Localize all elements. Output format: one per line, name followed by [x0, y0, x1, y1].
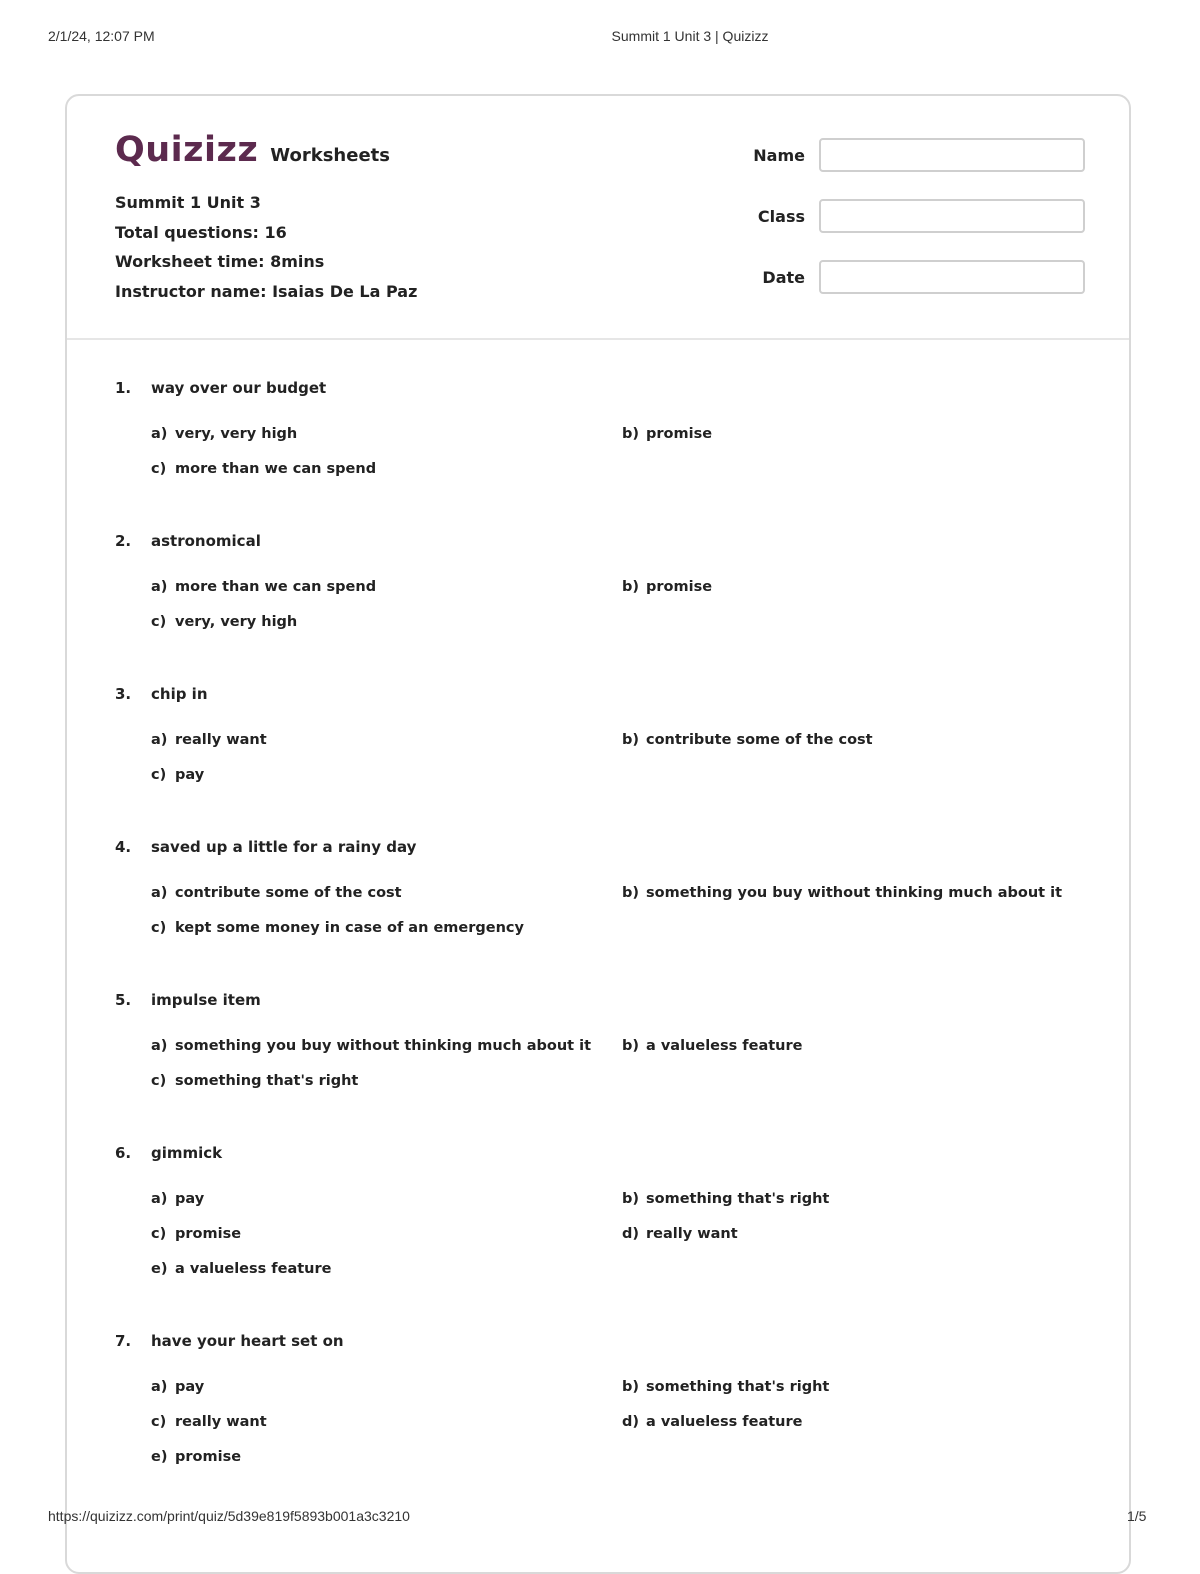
worksheet-title: Summit 1 Unit 3	[115, 193, 261, 212]
option-letter: b)	[622, 732, 640, 748]
option-text: very, very high	[175, 614, 298, 630]
option-letter: b)	[622, 426, 640, 442]
option-text: contribute some of the cost	[646, 732, 873, 748]
option-letter: e)	[151, 1449, 168, 1465]
answer-option	[151, 1414, 267, 1430]
option-letter: d)	[622, 1414, 640, 1430]
question-stem: way over our budget	[151, 379, 327, 397]
worksheet-time: Worksheet time: 8mins	[115, 252, 325, 271]
option-letter: b)	[622, 579, 640, 595]
option-letter: b)	[622, 1379, 640, 1395]
option-text: pay	[175, 1379, 205, 1395]
option-text: promise	[646, 579, 713, 595]
option-text: a valueless feature	[175, 1261, 332, 1277]
option-letter: b)	[622, 1191, 640, 1207]
option-letter: a)	[151, 732, 168, 748]
logo-product-label: Worksheets	[270, 145, 390, 166]
answer-option	[151, 461, 376, 477]
option-letter: a)	[151, 1038, 168, 1054]
option-letter: b)	[622, 885, 640, 901]
answer-option	[151, 1073, 358, 1089]
question-stem: impulse item	[151, 991, 261, 1009]
option-text: something that's right	[646, 1379, 830, 1395]
name-field-row	[727, 138, 1085, 172]
answer-option	[622, 885, 1062, 901]
date-input[interactable]	[819, 260, 1085, 294]
quizizz-logo	[115, 130, 390, 170]
option-letter: c)	[151, 1073, 167, 1089]
print-page-number: 1/5	[1127, 1508, 1147, 1524]
option-letter: a)	[151, 579, 168, 595]
worksheet-meta	[115, 192, 417, 310]
name-label: Name	[753, 145, 805, 165]
option-letter: c)	[151, 1226, 167, 1242]
name-input[interactable]	[819, 138, 1085, 172]
option-text: more than we can spend	[175, 579, 377, 595]
question-stem: astronomical	[151, 532, 261, 550]
option-text: more than we can spend	[175, 461, 377, 477]
logo-wordmark: Quizizz	[115, 130, 259, 170]
answer-option	[622, 1414, 802, 1430]
option-text: something you buy without thinking much about it	[646, 885, 1063, 901]
answer-option	[622, 1191, 829, 1207]
option-letter: a)	[151, 1379, 168, 1395]
date-field-row	[727, 260, 1085, 294]
answer-option	[151, 920, 524, 936]
question-number: 4.	[115, 838, 132, 856]
worksheet-card	[65, 94, 1131, 1574]
option-letter: c)	[151, 920, 167, 936]
print-page-title: Summit 1 Unit 3 | Quizizz	[611, 28, 769, 44]
answer-option	[622, 426, 712, 442]
answer-option	[622, 1226, 738, 1242]
answer-option	[151, 1226, 241, 1242]
question-number: 7.	[115, 1332, 132, 1350]
option-text: promise	[646, 426, 713, 442]
question-number: 5.	[115, 991, 132, 1009]
option-text: pay	[175, 767, 205, 783]
option-text: very, very high	[175, 426, 298, 442]
option-text: really want	[646, 1226, 738, 1242]
option-text: something you buy without thinking much about it	[175, 1038, 592, 1054]
date-label: Date	[762, 267, 805, 287]
answer-option	[151, 579, 376, 595]
option-text: something that's right	[175, 1073, 359, 1089]
question-stem: have your heart set on	[151, 1332, 344, 1350]
answer-option	[151, 1379, 204, 1395]
option-letter: a)	[151, 885, 168, 901]
answer-option	[622, 1379, 829, 1395]
question-stem: gimmick	[151, 1144, 223, 1162]
class-label: Class	[757, 206, 805, 226]
answer-option	[151, 614, 297, 630]
option-text: really want	[175, 732, 267, 748]
answer-option	[622, 732, 873, 748]
option-letter: c)	[151, 461, 167, 477]
answer-option	[151, 732, 267, 748]
answer-option	[151, 1449, 241, 1465]
option-letter: a)	[151, 426, 168, 442]
option-letter: e)	[151, 1261, 168, 1277]
answer-option	[622, 1038, 802, 1054]
option-text: contribute some of the cost	[175, 885, 402, 901]
option-text: a valueless feature	[646, 1414, 803, 1430]
answer-option	[151, 1191, 204, 1207]
option-letter: a)	[151, 1191, 168, 1207]
question-number: 1.	[115, 379, 132, 397]
answer-option	[151, 1261, 331, 1277]
option-letter: b)	[622, 1038, 640, 1054]
answer-option	[151, 885, 402, 901]
option-letter: d)	[622, 1226, 640, 1242]
instructor-name: Instructor name: Isaias De La Paz	[115, 281, 418, 301]
answer-option	[151, 1038, 591, 1054]
question-stem: chip in	[151, 685, 208, 703]
option-letter: c)	[151, 614, 167, 630]
answer-option	[151, 767, 204, 783]
class-input[interactable]	[819, 199, 1085, 233]
option-letter: c)	[151, 767, 167, 783]
option-letter: c)	[151, 1414, 167, 1430]
worksheet-header	[67, 96, 1129, 340]
answer-option	[622, 579, 712, 595]
question-number: 2.	[115, 532, 132, 550]
question-stem: saved up a little for a rainy day	[151, 838, 417, 856]
option-text: promise	[175, 1449, 242, 1465]
option-text: promise	[175, 1226, 242, 1242]
option-text: really want	[175, 1414, 267, 1430]
question-number: 6.	[115, 1144, 132, 1162]
total-questions: Total questions: 16	[115, 222, 287, 242]
option-text: a valueless feature	[646, 1038, 803, 1054]
print-url: https://quizizz.com/print/quiz/5d39e819f5893b001a3c3210	[48, 1508, 410, 1524]
class-field-row	[727, 199, 1085, 233]
option-text: something that's right	[646, 1191, 830, 1207]
option-text: pay	[175, 1191, 205, 1207]
option-text: kept some money in case of an emergency	[175, 920, 524, 936]
answer-option	[151, 426, 297, 442]
question-number: 3.	[115, 685, 132, 703]
print-datetime: 2/1/24, 12:07 PM	[48, 28, 155, 44]
